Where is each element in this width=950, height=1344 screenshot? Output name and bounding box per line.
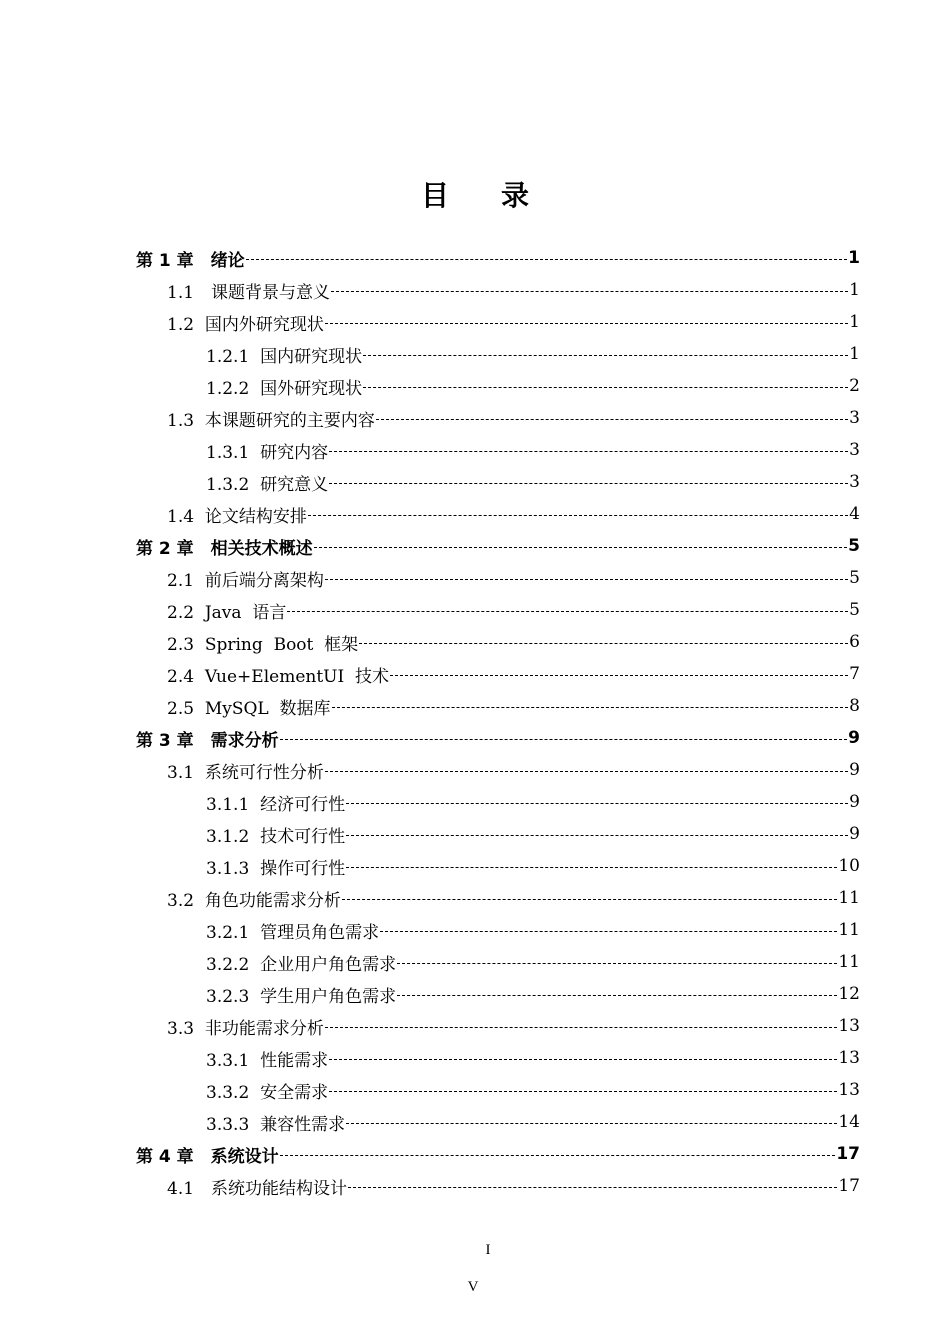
toc-entry[interactable] [136, 530, 860, 562]
toc-entry-label: 3.1 系统可行性分析 [167, 762, 324, 783]
toc-entry[interactable] [136, 562, 860, 594]
toc-entry[interactable] [136, 498, 860, 530]
toc-dot-leader [287, 611, 848, 612]
toc-entry[interactable] [136, 978, 860, 1010]
toc-entry-label: 3.1.1 经济可行性 [206, 794, 346, 815]
toc-entry-page: 11 [838, 952, 860, 972]
toc-entry-page: 4 [849, 504, 860, 524]
toc-entry-page: 3 [849, 440, 860, 460]
toc-entry[interactable] [136, 1138, 860, 1170]
toc-entry-label: 3.2.2 企业用户角色需求 [206, 954, 397, 975]
toc-entry-page: 10 [838, 856, 860, 876]
toc-entry-label: 1.2.1 国内研究现状 [206, 346, 363, 367]
toc-dot-leader [346, 835, 848, 836]
toc-entry[interactable] [136, 594, 860, 626]
toc-dot-leader [329, 1059, 837, 1060]
toc-dot-leader [376, 419, 848, 420]
toc-entry[interactable] [136, 850, 860, 882]
toc-entry-page: 9 [849, 760, 860, 780]
toc-entry-page: 9 [849, 792, 860, 812]
toc-entry-page: 5 [849, 568, 860, 588]
toc-entry-page: 17 [838, 1176, 860, 1196]
toc-entry[interactable] [136, 1042, 860, 1074]
toc-entry-label: 3.1.3 操作可行性 [206, 858, 346, 879]
toc-entry-page: 13 [838, 1080, 860, 1100]
toc-dot-leader [280, 1155, 836, 1156]
toc-dot-leader [325, 1027, 838, 1028]
toc-entry-page: 1 [849, 344, 860, 364]
toc-dot-leader [342, 899, 838, 900]
toc-entry-label: 1.2 国内外研究现状 [167, 314, 324, 335]
toc-entry[interactable] [136, 338, 860, 370]
toc-entry-label: 2.1 前后端分离架构 [167, 570, 324, 591]
toc-entry-label: 4.1 系统功能结构设计 [167, 1178, 348, 1199]
toc-entry-page: 9 [849, 824, 860, 844]
toc-dot-leader [346, 867, 837, 868]
toc-entry-page: 11 [838, 920, 860, 940]
toc-entry-label: 3.3 非功能需求分析 [167, 1018, 324, 1039]
toc-dot-leader [246, 259, 847, 260]
toc-entry-page: 6 [849, 632, 860, 652]
toc-entry-page: 2 [849, 376, 860, 396]
toc-entry-label: 1.1 课题背景与意义 [167, 282, 331, 303]
toc-dot-leader [359, 643, 848, 644]
toc-dot-leader [331, 291, 848, 292]
toc-entry-label: 2.2 Java 语言 [167, 602, 287, 623]
toc-entry[interactable] [136, 690, 860, 722]
toc-dot-leader [363, 355, 848, 356]
toc-entry[interactable] [136, 370, 860, 402]
toc-entry-page: 12 [838, 984, 860, 1004]
toc-entry-page: 7 [849, 664, 860, 684]
toc-dot-leader [308, 515, 848, 516]
toc-dot-leader [363, 387, 848, 388]
toc-entry-page: 3 [849, 472, 860, 492]
toc-entry-page: 8 [849, 696, 860, 716]
toc-dot-leader [332, 707, 849, 708]
toc-entry[interactable] [136, 658, 860, 690]
toc-entry[interactable] [136, 722, 860, 754]
toc-entry-page: 13 [838, 1016, 860, 1036]
toc-entry-label: 第 3 章 需求分析 [136, 730, 279, 751]
toc-entry[interactable] [136, 466, 860, 498]
toc-entry-page: 9 [848, 728, 860, 748]
toc-entry[interactable] [136, 818, 860, 850]
toc-entry[interactable] [136, 1074, 860, 1106]
toc-dot-leader [329, 451, 848, 452]
toc-entry-page: 13 [838, 1048, 860, 1068]
toc-dot-leader [348, 1187, 837, 1188]
toc-entry[interactable] [136, 242, 860, 274]
page-title: 目录 [420, 179, 581, 212]
toc-entry[interactable] [136, 1010, 860, 1042]
toc-entry-label: 3.2 角色功能需求分析 [167, 890, 341, 911]
toc-entry[interactable] [136, 434, 860, 466]
toc-dot-leader [325, 323, 848, 324]
toc-entry-label: 3.2.1 管理员角色需求 [206, 922, 380, 943]
toc-entry-label: 1.3.1 研究内容 [206, 442, 329, 463]
toc-entry[interactable] [136, 786, 860, 818]
toc-entry[interactable] [136, 1106, 860, 1138]
toc-entry-label: 2.4 Vue+ElementUI 技术 [167, 666, 390, 687]
toc-entry[interactable] [136, 946, 860, 978]
footer-page-number: I [485, 1242, 491, 1258]
toc-entry-label: 1.3 本课题研究的主要内容 [167, 410, 375, 431]
toc-dot-leader [314, 547, 847, 548]
toc-dot-leader [329, 483, 848, 484]
toc-entry-page: 14 [838, 1112, 860, 1132]
toc-dot-leader [346, 803, 848, 804]
toc-entry-label: 2.5 MySQL 数据库 [167, 698, 331, 719]
toc-dot-leader [397, 995, 837, 996]
toc-entry-label: 3.1.2 技术可行性 [206, 826, 346, 847]
toc-entry-label: 3.2.3 学生用户角色需求 [206, 986, 397, 1007]
toc-entry-page: 1 [849, 280, 860, 300]
table-of-contents [136, 242, 860, 1202]
toc-entry[interactable] [136, 306, 860, 338]
toc-entry[interactable] [136, 914, 860, 946]
toc-entry-page: 3 [849, 408, 860, 428]
toc-entry-page: 5 [848, 536, 860, 556]
toc-dot-leader [329, 1091, 837, 1092]
toc-entry[interactable] [136, 882, 860, 914]
toc-entry-label: 第 1 章 绪论 [136, 250, 245, 271]
toc-entry-page: 1 [848, 248, 860, 268]
toc-entry-label: 1.4 论文结构安排 [167, 506, 307, 527]
toc-entry-label: 1.3.2 研究意义 [206, 474, 329, 495]
toc-dot-leader [397, 963, 837, 964]
toc-dot-leader [325, 579, 848, 580]
toc-entry-label: 1.2.2 国外研究现状 [206, 378, 363, 399]
toc-dot-leader [325, 771, 848, 772]
toc-entry-page: 1 [849, 312, 860, 332]
toc-entry[interactable] [136, 1170, 860, 1202]
toc-entry-label: 3.3.3 兼容性需求 [206, 1114, 346, 1135]
toc-entry-label: 2.3 Spring Boot 框架 [167, 634, 359, 655]
toc-dot-leader [346, 1123, 837, 1124]
footer-page-number-secondary: V [467, 1279, 479, 1295]
toc-entry-label: 第 4 章 系统设计 [136, 1146, 279, 1167]
toc-entry[interactable] [136, 626, 860, 658]
toc-entry[interactable] [136, 402, 860, 434]
toc-entry-page: 5 [849, 600, 860, 620]
toc-entry-page: 17 [836, 1144, 860, 1164]
toc-entry-label: 3.3.1 性能需求 [206, 1050, 329, 1071]
toc-dot-leader [280, 739, 847, 740]
toc-entry-page: 11 [838, 888, 860, 908]
toc-entry-label: 第 2 章 相关技术概述 [136, 538, 313, 559]
toc-dot-leader [390, 675, 848, 676]
toc-dot-leader [380, 931, 837, 932]
toc-entry[interactable] [136, 274, 860, 306]
toc-entry[interactable] [136, 754, 860, 786]
toc-entry-label: 3.3.2 安全需求 [206, 1082, 329, 1103]
